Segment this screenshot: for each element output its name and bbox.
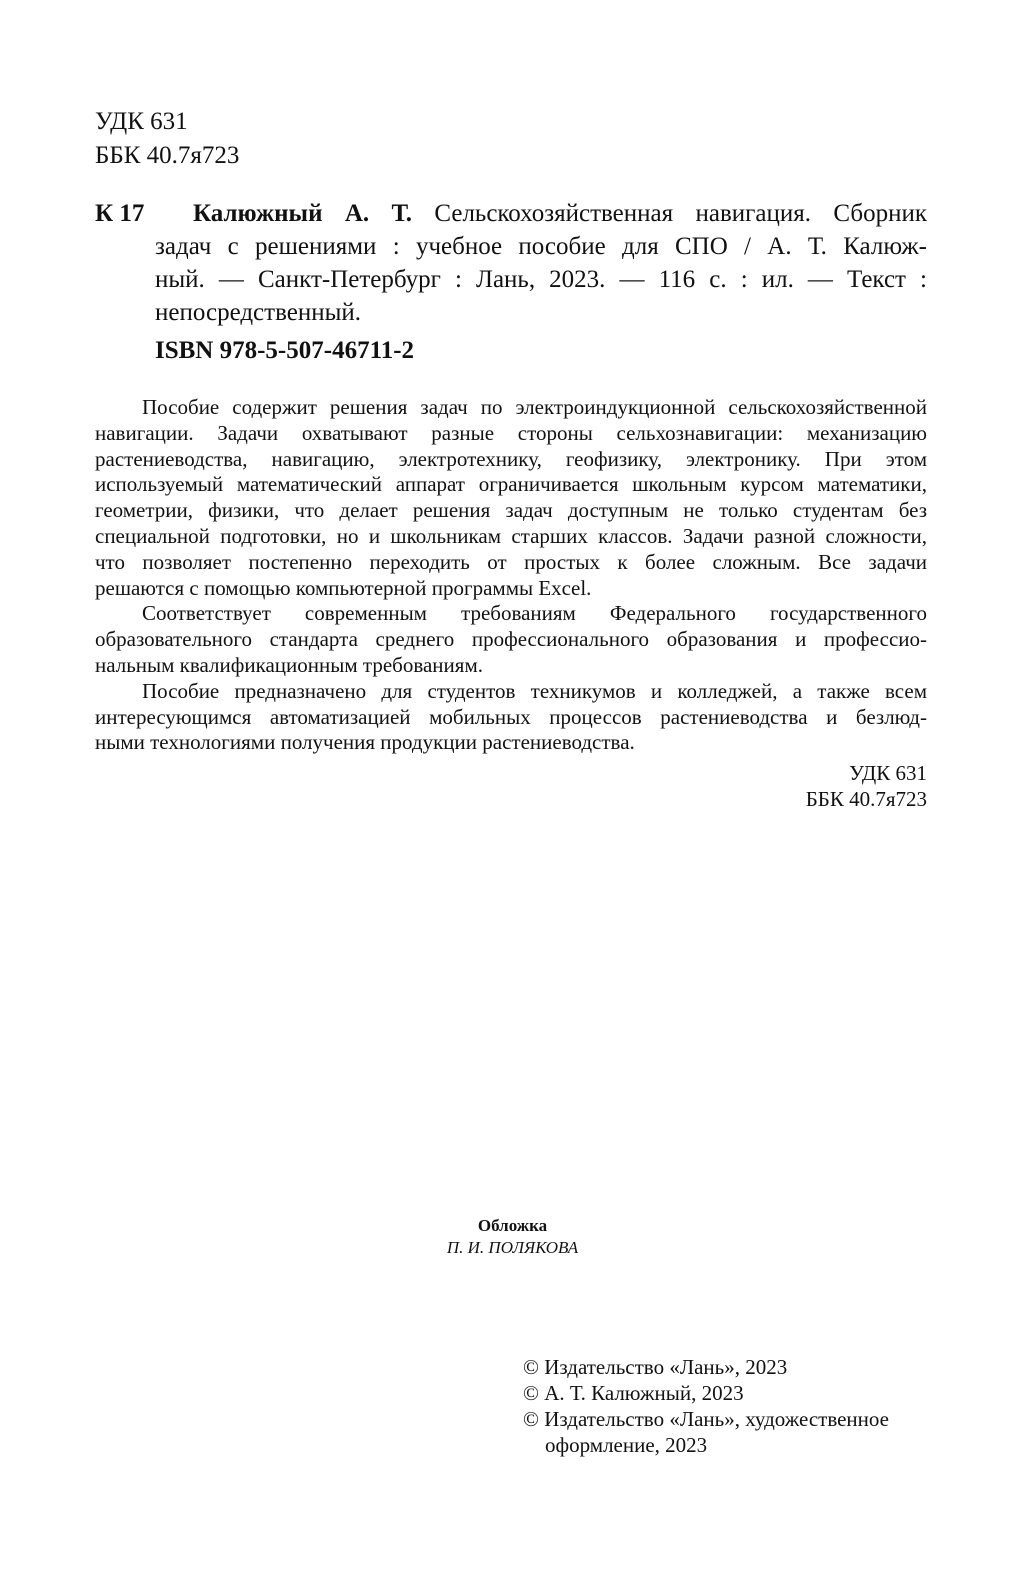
text-line: образовательного стандарта среднего профессионального образования и профессио- (95, 627, 927, 652)
text-line: Пособие содержит решения задач по электроиндукционной сельскохозяйственной (142, 395, 927, 419)
author-name: Калюжный А. Т. (193, 200, 412, 227)
abstract-paragraph (95, 395, 927, 601)
bbk-code: ББК 40.7я723 (805, 787, 927, 811)
text-line: решаются с помощью компьютерной программы Excel. (95, 575, 592, 600)
abstract-paragraph (95, 601, 927, 678)
isbn: ISBN 978-5-507-46711-2 (155, 337, 415, 364)
copyright-block (523, 1354, 889, 1458)
bibliographic-line: задач с решениями : учебное пособие для СПО / А. Т. Калюж- (155, 233, 927, 260)
text-line: геометрии, физики, что делает решения задач доступным не только студентам без (95, 498, 927, 523)
classification-codes-footer (806, 760, 927, 812)
text-line: что позволяет постепенно переходить от простых к более сложным. Все задачи (95, 549, 927, 574)
bibliographic-line: непосредственный. (155, 299, 362, 326)
catalog-record (95, 197, 927, 329)
text-line: растениеводства, навигацию, электротехнику, геофизику, электронику. При этом (95, 446, 927, 471)
udk-code: УДК 631 (95, 108, 188, 135)
udk-code: УДК 631 (849, 761, 927, 785)
text-line: интересующимся автоматизацией мобильных процессов растениеводства и безлюд- (95, 704, 927, 729)
abstract (95, 395, 927, 756)
cover-credit (0, 1215, 1025, 1259)
bbk-code: ББК 40.7я723 (95, 142, 240, 169)
text-line: нальным квалификационным требованиям. (95, 652, 483, 677)
cover-label: Обложка (477, 1216, 548, 1235)
bibliographic-line: ный. — Санкт-Петербург : Лань, 2023. — 116 с. : ил. — Текст : (155, 266, 927, 293)
copyright-line: оформление, 2023 (545, 1433, 708, 1457)
bibliographic-description (155, 197, 927, 329)
title-text: Сельскохозяйственная навигация. Сборник (434, 200, 927, 227)
text-line: специальной подготовки, но и школьникам старших классов. Задачи разной сложности, (95, 523, 927, 548)
abstract-paragraph (95, 679, 927, 756)
text-line: Соответствует современным требованиям Федерального государственного (142, 601, 927, 626)
text-line: используемый математический аппарат ограничивается школьным курсом математики, (95, 472, 927, 497)
cover-designer: П. И. ПОЛЯКОВА (446, 1238, 579, 1257)
text-line: ными технологиями получения продукции растениеводства. (95, 730, 635, 755)
text-line: Пособие предназначено для студентов техникумов и колледжей, а также всем (142, 678, 927, 703)
text-line: навигации. Задачи охватывают разные стороны сельхознавигации: механизацию (95, 420, 927, 445)
classification-codes (95, 105, 239, 173)
copyright-line: © Издательство «Лань», художественное (523, 1407, 889, 1431)
copyright-line: © А. Т. Калюжный, 2023 (523, 1381, 744, 1405)
author-mark: К 17 (95, 200, 145, 227)
copyright-line: © Издательство «Лань», 2023 (523, 1355, 788, 1379)
bibliographic-line (193, 197, 927, 230)
